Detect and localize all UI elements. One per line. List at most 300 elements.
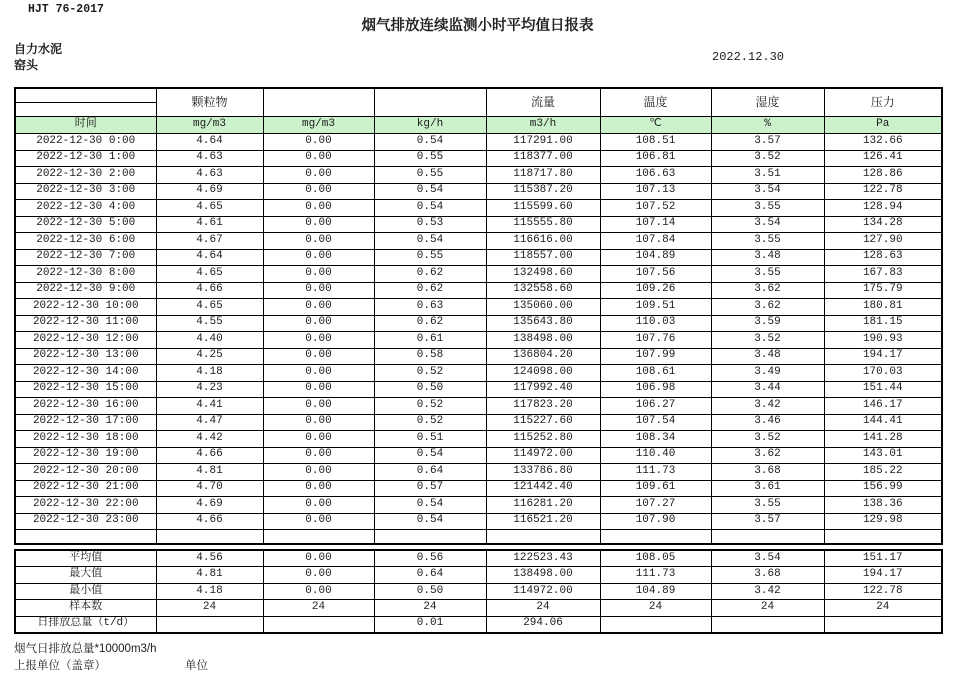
time-header-cell: 时间 bbox=[15, 117, 156, 134]
value-cell: 4.18 bbox=[156, 365, 263, 382]
value-cell: 3.57 bbox=[711, 134, 824, 151]
value-cell: 3.55 bbox=[711, 497, 824, 514]
value-cell: 107.99 bbox=[600, 348, 711, 365]
value-cell: 104.89 bbox=[600, 583, 711, 599]
row-label-cell: 2022-12-30 5:00 bbox=[15, 216, 156, 233]
value-cell: 0.54 bbox=[374, 513, 486, 530]
value-cell: 115599.60 bbox=[486, 200, 600, 217]
value-cell: 4.55 bbox=[156, 315, 263, 332]
value-cell: 122.78 bbox=[824, 583, 942, 599]
value-cell: 138.36 bbox=[824, 497, 942, 514]
header-cell-temperature: 温度 bbox=[600, 88, 711, 117]
row-label-cell: 2022-12-30 0:00 bbox=[15, 134, 156, 151]
value-cell: 127.90 bbox=[824, 233, 942, 250]
value-cell: 0.00 bbox=[263, 414, 374, 431]
row-label-cell: 2022-12-30 7:00 bbox=[15, 249, 156, 266]
row-label-cell: 2022-12-30 17:00 bbox=[15, 414, 156, 431]
value-cell: 0.52 bbox=[374, 398, 486, 415]
value-cell: 0.00 bbox=[263, 315, 374, 332]
value-cell: 181.15 bbox=[824, 315, 942, 332]
value-cell: 128.63 bbox=[824, 249, 942, 266]
header-cell-empty bbox=[263, 88, 374, 117]
value-cell: 0.00 bbox=[263, 134, 374, 151]
header-cell-pressure: 压力 bbox=[824, 88, 942, 117]
value-cell: 106.63 bbox=[600, 167, 711, 184]
value-cell: 24 bbox=[263, 600, 374, 616]
hour-row bbox=[15, 266, 942, 283]
value-cell: 104.89 bbox=[600, 249, 711, 266]
value-cell: 3.68 bbox=[711, 567, 824, 583]
value-cell: 115387.20 bbox=[486, 183, 600, 200]
value-cell: 107.54 bbox=[600, 414, 711, 431]
value-cell: 151.17 bbox=[824, 550, 942, 567]
value-cell: 0.00 bbox=[263, 216, 374, 233]
value-cell: 0.63 bbox=[374, 299, 486, 316]
empty-cell bbox=[600, 530, 711, 545]
value-cell: 134.28 bbox=[824, 216, 942, 233]
value-cell: 0.00 bbox=[263, 348, 374, 365]
value-cell: 0.51 bbox=[374, 431, 486, 448]
value-cell: 118557.00 bbox=[486, 249, 600, 266]
value-cell: 3.57 bbox=[711, 513, 824, 530]
value-cell: 0.00 bbox=[263, 266, 374, 283]
empty-cell bbox=[711, 530, 824, 545]
row-label-cell: 2022-12-30 19:00 bbox=[15, 447, 156, 464]
value-cell: 3.49 bbox=[711, 365, 824, 382]
value-cell: 138498.00 bbox=[486, 332, 600, 349]
hour-row bbox=[15, 150, 942, 167]
value-cell: 107.13 bbox=[600, 183, 711, 200]
hour-row bbox=[15, 315, 942, 332]
value-cell: 109.61 bbox=[600, 480, 711, 497]
value-cell: 4.64 bbox=[156, 134, 263, 151]
value-cell: 133786.80 bbox=[486, 464, 600, 481]
value-cell: 185.22 bbox=[824, 464, 942, 481]
value-cell: 4.23 bbox=[156, 381, 263, 398]
hour-row bbox=[15, 497, 942, 514]
value-cell: 0.00 bbox=[263, 365, 374, 382]
row-label-cell: 2022-12-30 14:00 bbox=[15, 365, 156, 382]
value-cell: 118377.00 bbox=[486, 150, 600, 167]
row-label-cell: 日排放总量（t/d） bbox=[15, 616, 156, 633]
value-cell: 4.81 bbox=[156, 464, 263, 481]
value-cell: 3.54 bbox=[711, 183, 824, 200]
value-cell: 4.65 bbox=[156, 200, 263, 217]
value-cell: 0.00 bbox=[263, 167, 374, 184]
hour-row bbox=[15, 513, 942, 530]
value-cell: 3.61 bbox=[711, 480, 824, 497]
value-cell: 0.00 bbox=[263, 150, 374, 167]
hour-row bbox=[15, 282, 942, 299]
summary-row bbox=[15, 600, 942, 616]
value-cell: 0.54 bbox=[374, 497, 486, 514]
value-cell bbox=[711, 616, 824, 633]
value-cell: 107.14 bbox=[600, 216, 711, 233]
summary-row bbox=[15, 616, 942, 633]
value-cell: 141.28 bbox=[824, 431, 942, 448]
value-cell: 3.55 bbox=[711, 233, 824, 250]
value-cell: 144.41 bbox=[824, 414, 942, 431]
unit-cell: mg/m3 bbox=[263, 117, 374, 134]
value-cell: 109.51 bbox=[600, 299, 711, 316]
hour-row bbox=[15, 332, 942, 349]
row-label-cell: 2022-12-30 10:00 bbox=[15, 299, 156, 316]
value-cell bbox=[156, 616, 263, 633]
report-title: 烟气排放连续监测小时平均值日报表 bbox=[361, 18, 594, 34]
row-label-cell: 最小值 bbox=[15, 583, 156, 599]
hour-row bbox=[15, 348, 942, 365]
value-cell: 3.46 bbox=[711, 414, 824, 431]
value-cell: 0.56 bbox=[374, 550, 486, 567]
hour-row bbox=[15, 134, 942, 151]
hour-row bbox=[15, 233, 942, 250]
value-cell: 0.58 bbox=[374, 348, 486, 365]
separator-row bbox=[15, 530, 942, 545]
value-cell: 122.78 bbox=[824, 183, 942, 200]
value-cell: 0.52 bbox=[374, 414, 486, 431]
value-cell: 126.41 bbox=[824, 150, 942, 167]
value-cell: 0.62 bbox=[374, 282, 486, 299]
value-cell: 124098.00 bbox=[486, 365, 600, 382]
value-cell: 0.54 bbox=[374, 233, 486, 250]
value-cell: 110.03 bbox=[600, 315, 711, 332]
row-label-cell: 样本数 bbox=[15, 600, 156, 616]
row-label-cell: 2022-12-30 18:00 bbox=[15, 431, 156, 448]
value-cell bbox=[824, 616, 942, 633]
value-cell: 0.52 bbox=[374, 365, 486, 382]
value-cell: 4.66 bbox=[156, 447, 263, 464]
value-cell: 24 bbox=[600, 600, 711, 616]
row-label-cell: 2022-12-30 21:00 bbox=[15, 480, 156, 497]
company-name: 自力水泥 bbox=[14, 42, 63, 56]
value-cell: 4.65 bbox=[156, 266, 263, 283]
value-cell: 0.00 bbox=[263, 550, 374, 567]
value-cell: 151.44 bbox=[824, 381, 942, 398]
value-cell: 0.00 bbox=[263, 200, 374, 217]
value-cell: 294.06 bbox=[486, 616, 600, 633]
value-cell: 4.47 bbox=[156, 414, 263, 431]
value-cell: 0.01 bbox=[374, 616, 486, 633]
value-cell: 3.52 bbox=[711, 150, 824, 167]
value-cell: 115555.80 bbox=[486, 216, 600, 233]
value-cell: 3.52 bbox=[711, 431, 824, 448]
value-cell: 135060.00 bbox=[486, 299, 600, 316]
header-cell-empty bbox=[15, 103, 156, 117]
data-rows bbox=[15, 134, 942, 545]
value-cell: 194.17 bbox=[824, 348, 942, 365]
value-cell: 167.83 bbox=[824, 266, 942, 283]
report-date: 2022.12.30 bbox=[712, 50, 785, 64]
row-label-cell: 2022-12-30 4:00 bbox=[15, 200, 156, 217]
value-cell: 0.00 bbox=[263, 583, 374, 599]
value-cell: 116616.00 bbox=[486, 233, 600, 250]
hour-row bbox=[15, 365, 942, 382]
value-cell: 3.62 bbox=[711, 447, 824, 464]
unit-label: 单位 bbox=[185, 660, 208, 672]
value-cell: 114972.00 bbox=[486, 447, 600, 464]
value-cell: 0.00 bbox=[263, 567, 374, 583]
value-cell: 24 bbox=[486, 600, 600, 616]
value-cell: 0.00 bbox=[263, 299, 374, 316]
value-cell: 0.54 bbox=[374, 183, 486, 200]
value-cell: 132498.60 bbox=[486, 266, 600, 283]
reporting-unit-label: 上报单位（盖章） bbox=[14, 660, 106, 672]
value-cell: 106.98 bbox=[600, 381, 711, 398]
value-cell: 111.73 bbox=[600, 567, 711, 583]
unit-cell: m3/h bbox=[486, 117, 600, 134]
row-label-cell: 2022-12-30 15:00 bbox=[15, 381, 156, 398]
value-cell: 4.63 bbox=[156, 167, 263, 184]
value-cell: 0.00 bbox=[263, 332, 374, 349]
value-cell: 3.55 bbox=[711, 266, 824, 283]
value-cell: 170.03 bbox=[824, 365, 942, 382]
value-cell: 146.17 bbox=[824, 398, 942, 415]
value-cell: 132.66 bbox=[824, 134, 942, 151]
value-cell: 4.66 bbox=[156, 513, 263, 530]
group-header-row bbox=[15, 88, 942, 103]
unit-cell: kg/h bbox=[374, 117, 486, 134]
value-cell: 121442.40 bbox=[486, 480, 600, 497]
value-cell: 3.42 bbox=[711, 398, 824, 415]
value-cell: 114972.00 bbox=[486, 583, 600, 599]
empty-cell bbox=[486, 530, 600, 545]
empty-cell bbox=[824, 530, 942, 545]
header-cell-particulate: 颗粒物 bbox=[156, 88, 263, 117]
value-cell: 4.63 bbox=[156, 150, 263, 167]
value-cell: 4.18 bbox=[156, 583, 263, 599]
monitor-point-name: 窑头 bbox=[14, 58, 39, 72]
unit-cell: Pa bbox=[824, 117, 942, 134]
value-cell: 0.00 bbox=[263, 282, 374, 299]
value-cell: 4.66 bbox=[156, 282, 263, 299]
value-cell: 3.42 bbox=[711, 583, 824, 599]
value-cell: 4.64 bbox=[156, 249, 263, 266]
hour-row bbox=[15, 464, 942, 481]
value-cell: 0.00 bbox=[263, 233, 374, 250]
row-label-cell: 2022-12-30 6:00 bbox=[15, 233, 156, 250]
monitoring-table bbox=[14, 87, 943, 545]
value-cell: 136804.20 bbox=[486, 348, 600, 365]
row-label-cell: 2022-12-30 9:00 bbox=[15, 282, 156, 299]
hour-row bbox=[15, 381, 942, 398]
value-cell: 0.00 bbox=[263, 381, 374, 398]
value-cell: 0.62 bbox=[374, 315, 486, 332]
summary-table bbox=[14, 549, 943, 634]
value-cell: 3.59 bbox=[711, 315, 824, 332]
value-cell: 194.17 bbox=[824, 567, 942, 583]
hour-row bbox=[15, 183, 942, 200]
hour-row bbox=[15, 431, 942, 448]
value-cell: 0.00 bbox=[263, 398, 374, 415]
value-cell: 24 bbox=[824, 600, 942, 616]
hour-row bbox=[15, 200, 942, 217]
value-cell: 122523.43 bbox=[486, 550, 600, 567]
value-cell: 107.76 bbox=[600, 332, 711, 349]
value-cell: 0.62 bbox=[374, 266, 486, 283]
row-label-cell: 2022-12-30 2:00 bbox=[15, 167, 156, 184]
value-cell: 111.73 bbox=[600, 464, 711, 481]
value-cell: 106.81 bbox=[600, 150, 711, 167]
value-cell: 0.00 bbox=[263, 513, 374, 530]
value-cell: 4.40 bbox=[156, 332, 263, 349]
value-cell: 107.52 bbox=[600, 200, 711, 217]
summary-rows bbox=[15, 550, 942, 633]
value-cell: 24 bbox=[156, 600, 263, 616]
value-cell: 138498.00 bbox=[486, 567, 600, 583]
value-cell: 0.00 bbox=[263, 480, 374, 497]
value-cell: 116521.20 bbox=[486, 513, 600, 530]
value-cell: 0.00 bbox=[263, 431, 374, 448]
row-label-cell: 2022-12-30 8:00 bbox=[15, 266, 156, 283]
row-label-cell: 2022-12-30 23:00 bbox=[15, 513, 156, 530]
value-cell: 0.61 bbox=[374, 332, 486, 349]
value-cell: 0.55 bbox=[374, 150, 486, 167]
value-cell: 3.51 bbox=[711, 167, 824, 184]
value-cell: 0.54 bbox=[374, 134, 486, 151]
value-cell: 143.01 bbox=[824, 447, 942, 464]
value-cell: 117823.20 bbox=[486, 398, 600, 415]
value-cell: 107.90 bbox=[600, 513, 711, 530]
value-cell: 135643.80 bbox=[486, 315, 600, 332]
value-cell: 3.55 bbox=[711, 200, 824, 217]
value-cell: 129.98 bbox=[824, 513, 942, 530]
hour-row bbox=[15, 447, 942, 464]
row-label-cell: 2022-12-30 12:00 bbox=[15, 332, 156, 349]
row-label-cell: 2022-12-30 20:00 bbox=[15, 464, 156, 481]
row-label-cell: 2022-12-30 1:00 bbox=[15, 150, 156, 167]
daily-total-note: 烟气日排放总量*10000m3/h bbox=[14, 643, 157, 655]
value-cell: 107.84 bbox=[600, 233, 711, 250]
value-cell: 3.48 bbox=[711, 249, 824, 266]
hour-row bbox=[15, 216, 942, 233]
value-cell: 0.53 bbox=[374, 216, 486, 233]
value-cell: 115252.80 bbox=[486, 431, 600, 448]
value-cell: 4.25 bbox=[156, 348, 263, 365]
value-cell: 0.64 bbox=[374, 567, 486, 583]
row-label-cell: 平均值 bbox=[15, 550, 156, 567]
value-cell: 156.99 bbox=[824, 480, 942, 497]
table-area bbox=[14, 87, 941, 634]
value-cell: 132558.60 bbox=[486, 282, 600, 299]
value-cell: 0.55 bbox=[374, 167, 486, 184]
value-cell: 116281.20 bbox=[486, 497, 600, 514]
summary-row bbox=[15, 583, 942, 599]
value-cell: 4.67 bbox=[156, 233, 263, 250]
header-cell-empty bbox=[374, 88, 486, 117]
value-cell: 110.40 bbox=[600, 447, 711, 464]
value-cell: 24 bbox=[711, 600, 824, 616]
row-label-cell: 最大值 bbox=[15, 567, 156, 583]
value-cell: 4.56 bbox=[156, 550, 263, 567]
value-cell bbox=[263, 616, 374, 633]
unit-row bbox=[15, 117, 942, 134]
empty-cell bbox=[15, 530, 156, 545]
value-cell: 4.65 bbox=[156, 299, 263, 316]
row-label-cell: 2022-12-30 11:00 bbox=[15, 315, 156, 332]
value-cell: 0.50 bbox=[374, 381, 486, 398]
row-label-cell: 2022-12-30 13:00 bbox=[15, 348, 156, 365]
value-cell: 118717.80 bbox=[486, 167, 600, 184]
value-cell: 108.05 bbox=[600, 550, 711, 567]
value-cell: 0.54 bbox=[374, 200, 486, 217]
row-label-cell: 2022-12-30 22:00 bbox=[15, 497, 156, 514]
value-cell: 3.68 bbox=[711, 464, 824, 481]
value-cell: 4.42 bbox=[156, 431, 263, 448]
value-cell: 107.56 bbox=[600, 266, 711, 283]
value-cell: 180.81 bbox=[824, 299, 942, 316]
value-cell: 0.57 bbox=[374, 480, 486, 497]
value-cell: 3.62 bbox=[711, 282, 824, 299]
value-cell: 115227.60 bbox=[486, 414, 600, 431]
value-cell: 0.55 bbox=[374, 249, 486, 266]
hour-row bbox=[15, 299, 942, 316]
value-cell: 4.69 bbox=[156, 183, 263, 200]
empty-cell bbox=[156, 530, 263, 545]
value-cell: 107.27 bbox=[600, 497, 711, 514]
value-cell: 4.69 bbox=[156, 497, 263, 514]
hour-row bbox=[15, 414, 942, 431]
value-cell: 0.54 bbox=[374, 447, 486, 464]
unit-cell: mg/m3 bbox=[156, 117, 263, 134]
value-cell: 3.54 bbox=[711, 216, 824, 233]
value-cell: 117992.40 bbox=[486, 381, 600, 398]
value-cell bbox=[600, 616, 711, 633]
unit-cell: % bbox=[711, 117, 824, 134]
header-cell-empty bbox=[15, 88, 156, 103]
value-cell: 0.00 bbox=[263, 497, 374, 514]
value-cell: 108.51 bbox=[600, 134, 711, 151]
summary-row bbox=[15, 550, 942, 567]
value-cell: 128.86 bbox=[824, 167, 942, 184]
value-cell: 3.52 bbox=[711, 332, 824, 349]
value-cell: 4.61 bbox=[156, 216, 263, 233]
value-cell: 0.64 bbox=[374, 464, 486, 481]
hour-row bbox=[15, 398, 942, 415]
header-cell-flow: 流量 bbox=[486, 88, 600, 117]
header-cell-humidity: 湿度 bbox=[711, 88, 824, 117]
value-cell: 0.50 bbox=[374, 583, 486, 599]
value-cell: 128.94 bbox=[824, 200, 942, 217]
value-cell: 0.00 bbox=[263, 447, 374, 464]
value-cell: 0.00 bbox=[263, 249, 374, 266]
value-cell: 117291.00 bbox=[486, 134, 600, 151]
standard-code: HJT 76-2017 bbox=[28, 3, 104, 16]
hour-row bbox=[15, 167, 942, 184]
value-cell: 108.61 bbox=[600, 365, 711, 382]
value-cell: 24 bbox=[374, 600, 486, 616]
value-cell: 190.93 bbox=[824, 332, 942, 349]
value-cell: 0.00 bbox=[263, 464, 374, 481]
summary-row bbox=[15, 567, 942, 583]
value-cell: 3.48 bbox=[711, 348, 824, 365]
empty-cell bbox=[374, 530, 486, 545]
value-cell: 3.44 bbox=[711, 381, 824, 398]
value-cell: 106.27 bbox=[600, 398, 711, 415]
value-cell: 108.34 bbox=[600, 431, 711, 448]
value-cell: 175.79 bbox=[824, 282, 942, 299]
value-cell: 4.70 bbox=[156, 480, 263, 497]
value-cell: 3.62 bbox=[711, 299, 824, 316]
value-cell: 109.26 bbox=[600, 282, 711, 299]
empty-cell bbox=[263, 530, 374, 545]
value-cell: 3.54 bbox=[711, 550, 824, 567]
value-cell: 4.81 bbox=[156, 567, 263, 583]
hour-row bbox=[15, 480, 942, 497]
hour-row bbox=[15, 249, 942, 266]
row-label-cell: 2022-12-30 3:00 bbox=[15, 183, 156, 200]
value-cell: 0.00 bbox=[263, 183, 374, 200]
row-label-cell: 2022-12-30 16:00 bbox=[15, 398, 156, 415]
